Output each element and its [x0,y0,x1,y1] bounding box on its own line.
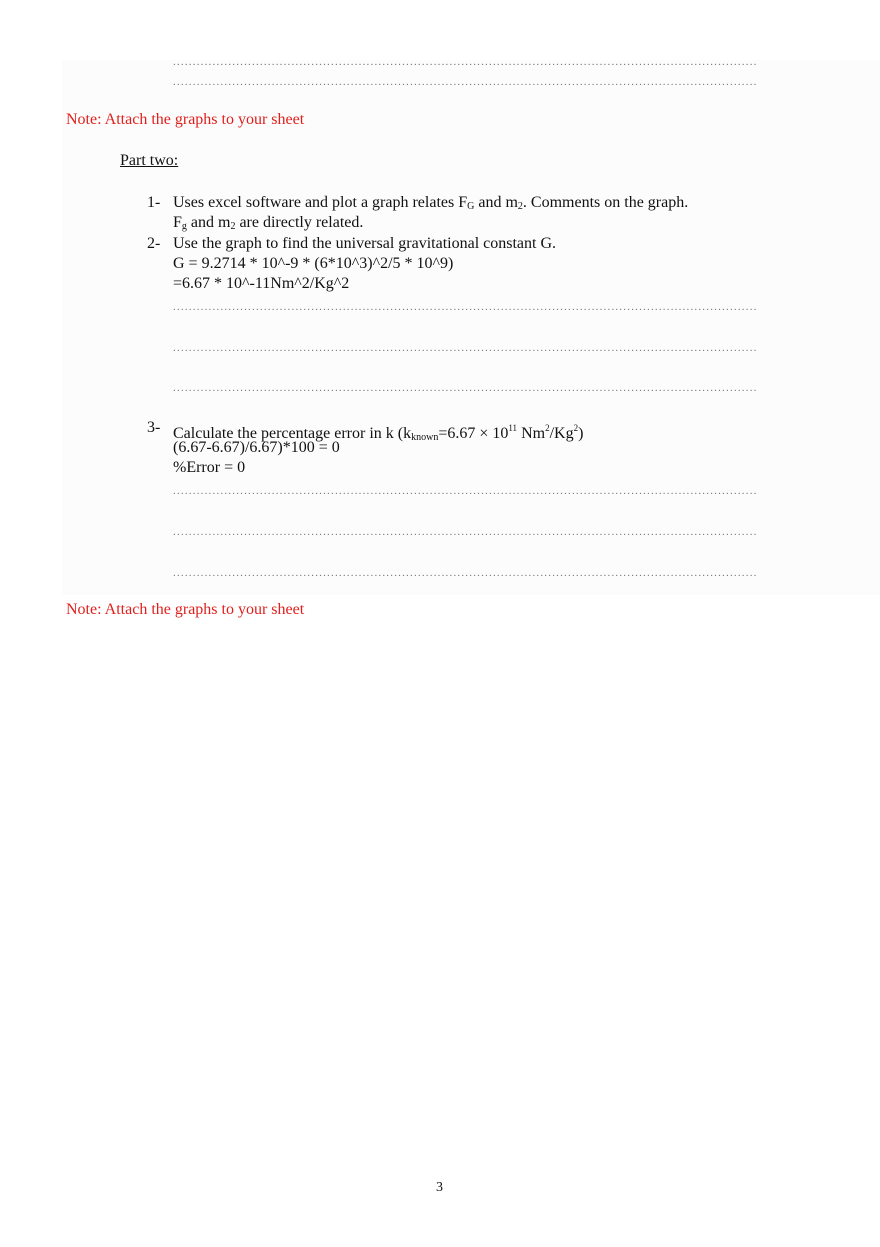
note-attach-graphs: Note: Attach the graphs to your sheet [66,601,305,618]
answer-line: .................................................................................................................................................... [173,344,758,352]
page-number: 3 [436,1180,443,1195]
question-1-number: 1- [147,194,161,211]
question-3-answer-line-2: %Error = 0 [173,459,246,476]
question-3-text: Calculate the percentage error in k ($k_{known}=6.67 \times 10^{11}$ Nm$^2$/Kg$^2$) [173,423,584,443]
question-2-number: 2- [147,235,161,252]
question-3-number: 3- [147,419,161,436]
question-2-answer-line-2: =6.67 * 10^-11Nm^2/Kg^2 [173,275,350,292]
answer-line: .................................................................................................................................................... [173,528,758,536]
answer-area-background [62,60,880,595]
question-1-text: Uses excel software and plot a graph relates $F_G$ and $m_2$. Comments on the graph. [173,194,689,212]
answer-line: .................................................................................................................................................... [173,303,758,311]
answer-line: .................................................................................................................................................... [173,487,758,495]
answer-line: .................................................................................................................................................... [173,58,758,66]
answer-line: .................................................................................................................................................... [173,384,758,392]
note-attach-graphs: Note: Attach the graphs to your sheet [66,111,305,128]
question-2-text: Use the graph to find the universal gravitational constant G. [173,235,557,252]
question-3-answer-line-1: (6.67-6.67)/6.67)*100 = 0 [173,439,340,456]
question-2-answer-line-1: G = 9.2714 * 10^-9 * (6*10^3)^2/5 * 10^9) [173,255,454,272]
question-1-answer: $F_g$ and $m_2$ are directly related. [173,214,364,232]
answer-line: .................................................................................................................................................... [173,569,758,577]
section-heading-part-two: Part two: [120,152,179,169]
answer-line: .................................................................................................................................................... [173,78,758,86]
